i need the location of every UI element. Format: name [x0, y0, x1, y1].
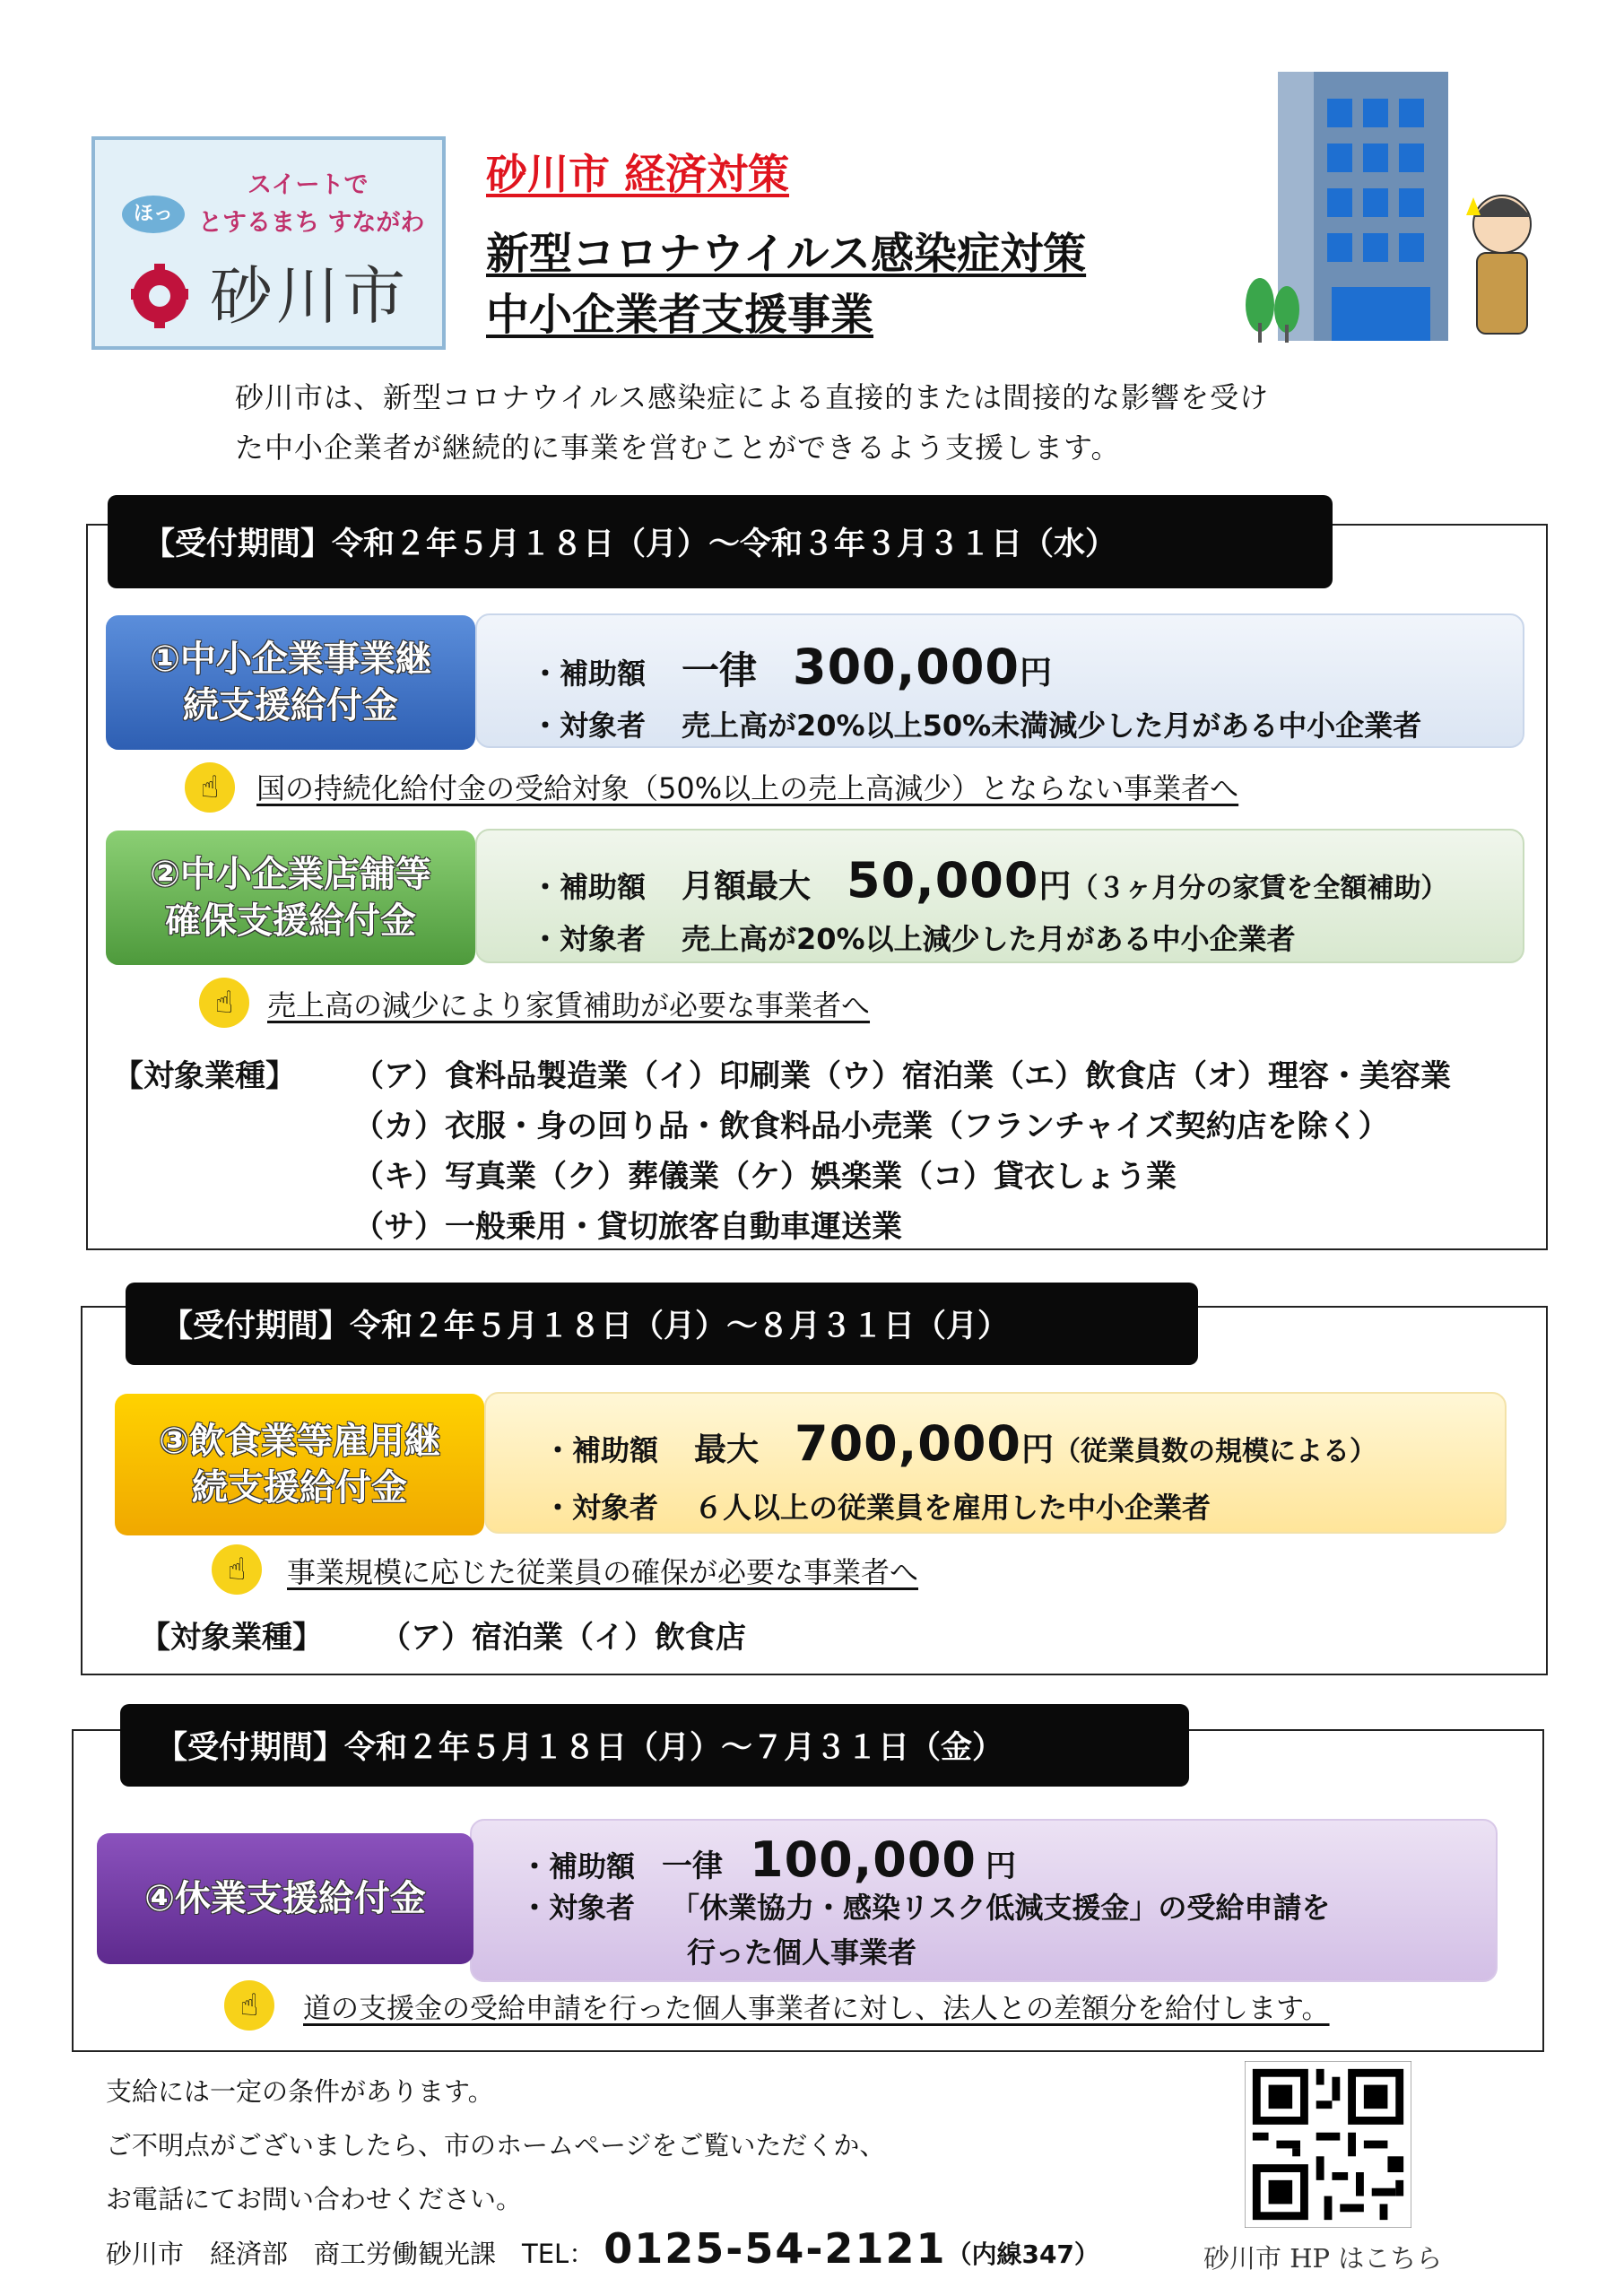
intro-line-2: た中小企業者が継続的に事業を営むことができるよう支援します。 [235, 430, 1121, 465]
item-1-target-label: ・対象者 [531, 709, 647, 743]
section-1-period: 【受付期間】令和２年５月１８日（月）～令和３年３月３１日（水） [108, 495, 1333, 588]
section-1-industries-label: 【対象業種】 [113, 1058, 296, 1094]
footer-contact-row [106, 2224, 1099, 2273]
item-3-amount-value: 700,000 [795, 1415, 1021, 1472]
city-crest-icon [124, 260, 195, 332]
item-4-target-row [520, 1885, 1330, 1926]
item-4-note: 道の支援金の受給申請を行った個人事業者に対し、法人との差額分を給付します。 [303, 1993, 1330, 2025]
item-2-badge-line1: ②中小企業店舗等 [150, 854, 431, 895]
qr-code-icon[interactable] [1245, 2061, 1411, 2228]
item-2-amount-value: 50,000 [847, 852, 1039, 909]
pointing-hand-icon: ☝ [224, 1980, 274, 2031]
city-logo [91, 136, 446, 350]
pointing-hand-icon: ☝ [185, 762, 235, 813]
item-3-badge-line2: 続支援給付金 [192, 1467, 407, 1509]
footer-line-1: 支給には一定の条件があります。 [106, 2076, 494, 2107]
section-2-period: 【受付期間】令和２年５月１８日（月）～８月３１日（月） [126, 1283, 1198, 1365]
office-building-illustration [1242, 63, 1556, 350]
item-2-badge [106, 831, 475, 965]
item-2-target-text: 売上高が20%以上減少した月がある中小企業者 [682, 922, 1296, 956]
item-2-target-label: ・対象者 [531, 922, 647, 956]
logo-city-name: 砂川市 [210, 259, 409, 333]
item-3-target-text: ６人以上の従業員を雇用した中小企業者 [694, 1491, 1211, 1525]
logo-tagline-1: スイートで [248, 171, 369, 199]
item-3-badge [115, 1394, 484, 1535]
item-4-amount-value: 100,000 [750, 1831, 977, 1888]
item-4-badge: ④休業支援給付金 [97, 1833, 473, 1964]
item-2-badge-line2: 確保支援給付金 [165, 900, 416, 942]
item-1-badge-line1: ①中小企業事業継 [150, 639, 431, 680]
item-1-amount-value: 300,000 [793, 639, 1020, 695]
item-1-amount-label: ・補助額 [531, 657, 647, 691]
item-3-amount-prefix: 最大 [694, 1431, 760, 1468]
item-1-amount-prefix: 一律 [682, 648, 758, 692]
section-1-industry-line: （カ）衣服・身の回り品・飲食料品小売業（フランチャイズ契約店を除く） [353, 1109, 1389, 1144]
section-2-industry-line: （ア）宿泊業（イ）飲食店 [380, 1620, 746, 1656]
item-1-amount-unit: 円 [1019, 655, 1052, 691]
item-3-amount-row [543, 1415, 1376, 1472]
header-title-line2: 中小企業者支援事業 [486, 290, 874, 340]
item-3-target-label: ・対象者 [543, 1491, 659, 1525]
item-3-amount-note: （従業員数の規模による） [1054, 1436, 1376, 1467]
item-2-amount-row [531, 852, 1447, 909]
intro-line-1: 砂川市は、新型コロナウイルス感染症による直接的または間接的な影響を受け [235, 380, 1270, 414]
header-title-line1: 新型コロナウイルス感染症対策 [486, 229, 1087, 279]
item-3-badge-line1: ③飲食業等雇用継 [159, 1421, 440, 1462]
item-1-amount-row [531, 639, 1052, 695]
section-1-industry-line: （サ）一般乗用・貸切旅客自動車運送業 [353, 1209, 902, 1245]
section-1-industry-line: （ア）食料品製造業（イ）印刷業（ウ）宿泊業（エ）飲食店（オ）理容・美容業 [353, 1058, 1451, 1094]
item-4-amount-prefix: 一律 [662, 1848, 724, 1884]
item-2-amount-note: （３ヶ月分の家賃を全額補助） [1071, 873, 1448, 904]
item-3-note: 事業規模に応じた従業員の確保が必要な事業者へ [287, 1555, 919, 1589]
item-4-amount-unit: 円 [985, 1848, 1016, 1884]
pointing-hand-icon: ☝ [212, 1544, 262, 1595]
item-1-badge-line2: 続支援給付金 [183, 685, 398, 726]
item-1-target-row [531, 703, 1421, 744]
footer-line-3: お電話にてお問い合わせください。 [106, 2184, 523, 2214]
item-4-target-label: ・対象者 [520, 1891, 636, 1925]
section-1-industry-line: （キ）写真業（ク）葬儀業（ケ）娯楽業（コ）貸衣しょう業 [353, 1159, 1177, 1195]
footer-phone: 0125-54-2121 [604, 2224, 947, 2273]
item-4-amount-row [520, 1831, 1016, 1888]
qr-caption: 砂川市 HP はこちら [1203, 2243, 1443, 2274]
section-3-period: 【受付期間】令和２年５月１８日（月）～７月３１日（金） [120, 1704, 1189, 1787]
footer-line-2: ご不明点がございましたら、市のホームページをご覧いただくか、 [106, 2130, 886, 2161]
footer-extension: （内線347） [946, 2239, 1099, 2269]
header-title-red: 砂川市 経済対策 [486, 150, 790, 198]
logo-tagline-2: とするまち すながわ [198, 209, 425, 237]
section-2-industries-label: 【対象業種】 [140, 1620, 323, 1656]
item-4-target-line1: 「休業協力・感染リスク低減支援金」の受給申請を [671, 1891, 1331, 1925]
item-4-amount-label: ・補助額 [520, 1849, 636, 1883]
item-1-badge [106, 615, 475, 750]
item-2-amount-label: ・補助額 [531, 870, 647, 904]
logo-bubble: ほっ [122, 196, 185, 233]
item-2-amount-prefix: 月額最大 [682, 868, 812, 905]
item-1-note: 国の持続化給付金の受給対象（50%以上の売上高減少）とならない事業者へ [256, 771, 1239, 805]
item-2-amount-unit: 円 [1038, 868, 1072, 905]
pointing-hand-icon: ☝ [199, 978, 249, 1028]
footer-contact: 砂川市 経済部 商工労働観光課 TEL： [106, 2239, 595, 2269]
item-2-note: 売上高の減少により家賃補助が必要な事業者へ [267, 988, 871, 1022]
item-3-target-row [543, 1485, 1211, 1526]
item-2-target-row [531, 917, 1296, 958]
item-4-target-line2: 行った個人事業者 [687, 1935, 917, 1970]
item-3-amount-unit: 円 [1020, 1431, 1054, 1468]
item-3-amount-label: ・補助額 [543, 1433, 659, 1467]
item-1-target-text: 売上高が20%以上50%未満減少した月がある中小企業者 [682, 709, 1422, 743]
